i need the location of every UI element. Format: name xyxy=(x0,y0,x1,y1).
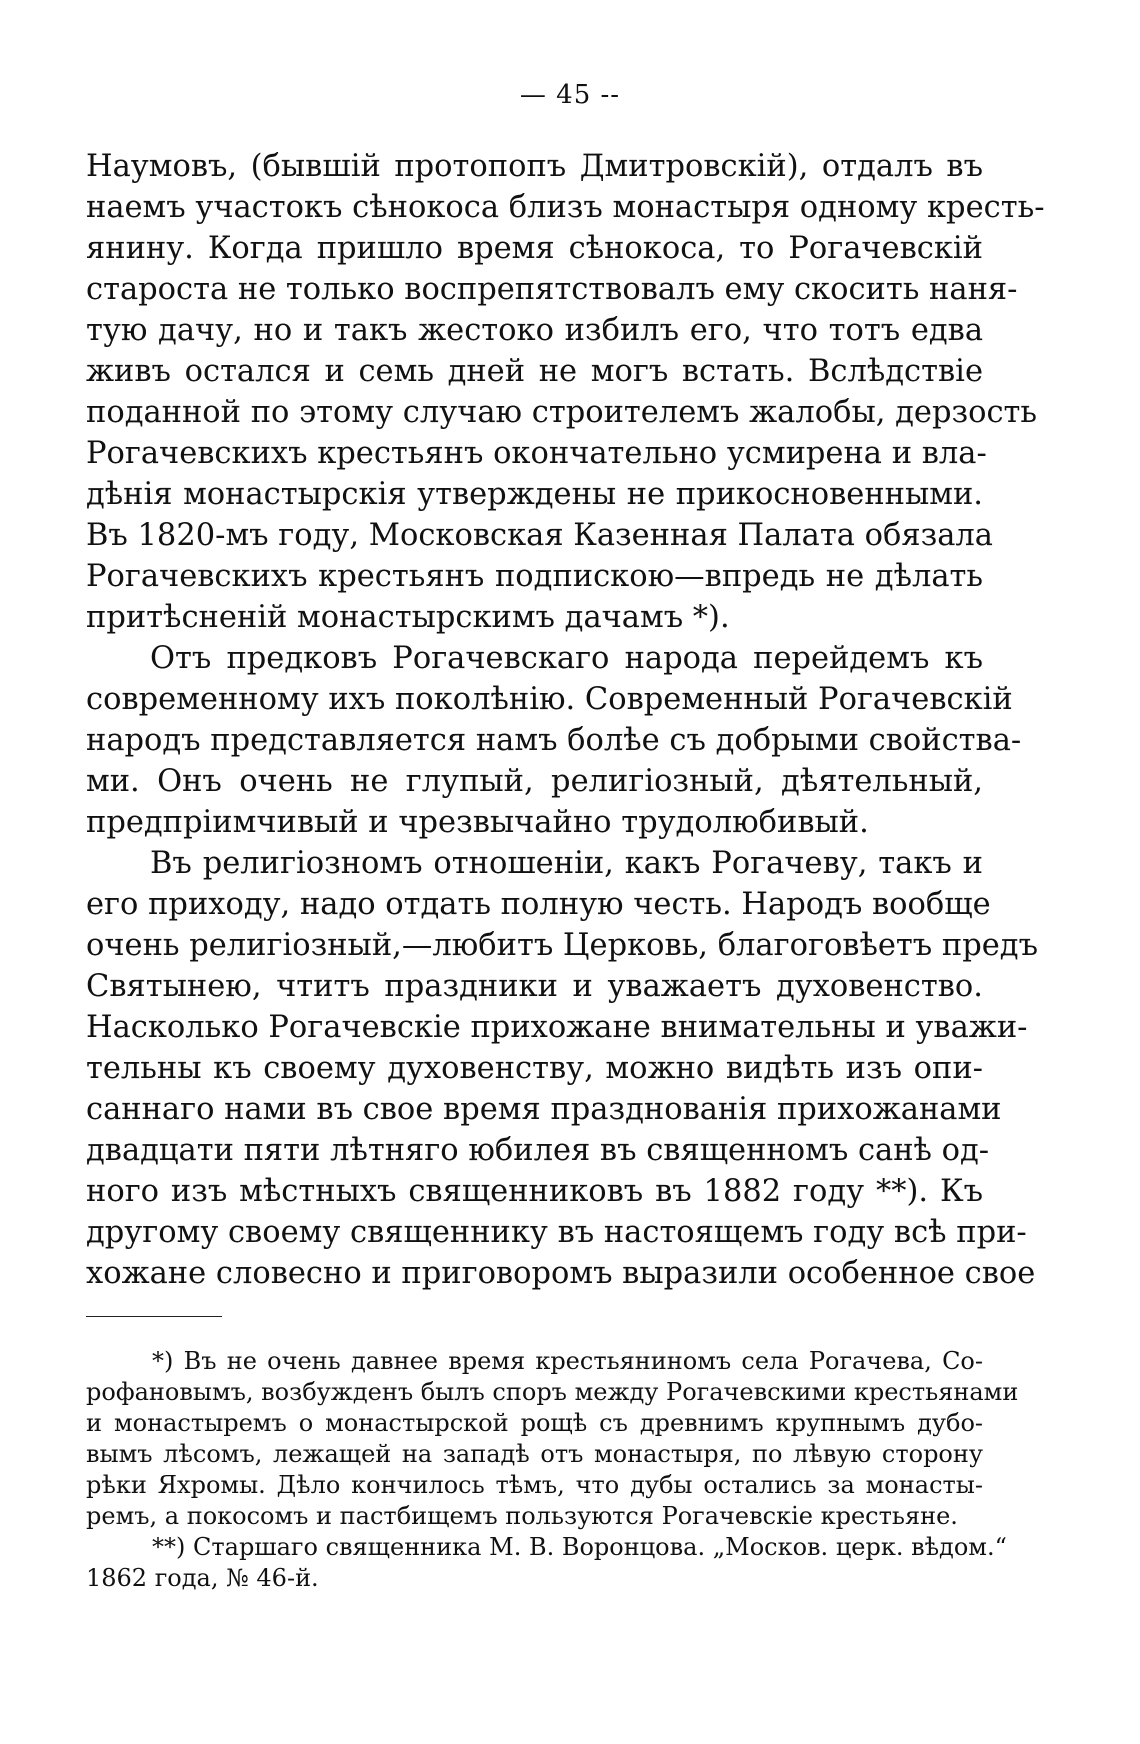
text-line: Рогачевскихъ крестьянъ окончательно усмирена и вла- xyxy=(86,436,987,471)
text-line: Отъ предковъ Рогачевскаго народа перейдемъ къ xyxy=(150,641,983,676)
text-line: тую дачу, но и такъ жестоко избилъ его, что тотъ едва xyxy=(86,313,983,348)
text-line: саннаго нами въ свое время празднованія прихожанами xyxy=(86,1092,1002,1127)
footnote-line: **) Старшаго священника М. В. Воронцова. „Москов. церк. вѣдом.“ xyxy=(152,1533,1007,1561)
footnote-line: вымъ лѣсомъ, лежащей на западѣ отъ монастыря, по лѣвую сторону xyxy=(86,1440,983,1468)
page-number: — 45 -- xyxy=(519,80,621,110)
footnote-2 xyxy=(86,1532,1007,1594)
text-line: тельны къ своему духовенству, можно видѣть изъ опи- xyxy=(86,1051,983,1086)
text-line: предпріимчивый и чрезвычайно трудолюбивый. xyxy=(86,805,869,840)
footnote-line: *) Въ не очень давнее время крестьяниномъ села Рогачева, Со- xyxy=(152,1347,983,1375)
text-line: Въ 1820-мъ году, Московская Казенная Палата обязала xyxy=(86,518,993,553)
footnote-line: ремъ, а покосомъ и пастбищемъ пользуются Рогачевскіе крестьяне. xyxy=(86,1502,958,1530)
footnotes xyxy=(86,1346,1019,1594)
text-line: дѣнія монастырскія утверждены не прикосновенными. xyxy=(86,477,983,512)
text-line: янину. Когда пришло время сѣнокоса, то Рогачевскій xyxy=(86,231,983,266)
text-line: его приходу, надо отдать полную честь. Народъ вообще xyxy=(86,887,991,922)
footnote-line: 1862 года, № 46-й. xyxy=(86,1564,319,1592)
text-line: современному ихъ поколѣнію. Современный Рогачевскій xyxy=(86,682,1013,717)
paragraph-2 xyxy=(86,638,1022,843)
text-line: Святынею, чтитъ праздники и уважаетъ духовенство. xyxy=(86,969,983,1004)
footnote-line: рѣки Яхромы. Дѣло кончилось тѣмъ, что дубы остались за монасты- xyxy=(86,1471,983,1499)
text-line: другому своему священнику въ настоящемъ году всѣ при- xyxy=(86,1215,1027,1250)
text-line: притѣсненій монастырскимъ дачамъ *). xyxy=(86,600,730,635)
text-line: Насколько Рогачевскіе прихожане внимательны и уважи- xyxy=(86,1010,1028,1045)
main-text xyxy=(86,146,1045,1294)
text-line: ного изъ мѣстныхъ священниковъ въ 1882 году **). Къ xyxy=(86,1174,983,1209)
text-line: Въ религіозномъ отношеніи, какъ Рогачеву, такъ и xyxy=(150,846,983,881)
footnote-line: и монастыремъ о монастырской рощѣ съ древнимъ крупнымъ дубо- xyxy=(86,1409,983,1437)
text-line: Наумовъ, (бывшій протопопъ Дмитровскій), отдалъ въ xyxy=(86,149,983,184)
footnote-divider xyxy=(86,1316,222,1317)
text-line: хожане словесно и приговоромъ выразили особенное свое xyxy=(86,1256,1036,1291)
text-line: наемъ участокъ сѣнокоса близъ монастыря одному кресть- xyxy=(86,190,1045,225)
footnote-line: рофановымъ, возбужденъ былъ споръ между Рогачевскими крестьянами xyxy=(86,1378,1019,1406)
text-line: двадцати пяти лѣтняго юбилея въ священномъ санѣ од- xyxy=(86,1133,990,1168)
text-line: ми. Онъ очень не глупый, религіозный, дѣятельный, xyxy=(86,764,983,799)
paragraph-3 xyxy=(86,843,1038,1294)
text-line: очень религіозный,—любитъ Церковь, благоговѣетъ предъ xyxy=(86,928,1038,963)
paragraph-1 xyxy=(86,146,1045,638)
text-line: поданной по этому случаю строителемъ жалобы, дерзость xyxy=(86,395,1038,430)
text-line: Рогачевскихъ крестьянъ подпискою—впредь не дѣлать xyxy=(86,559,983,594)
text-line: народъ представляется намъ болѣе съ добрыми свойства- xyxy=(86,723,1022,758)
text-line: староста не только воспрепятствовалъ ему скосить наня- xyxy=(86,272,1018,307)
footnote-1 xyxy=(86,1346,1019,1532)
text-line: живъ остался и семь дней не могъ встать. Вслѣдствіе xyxy=(86,354,983,389)
